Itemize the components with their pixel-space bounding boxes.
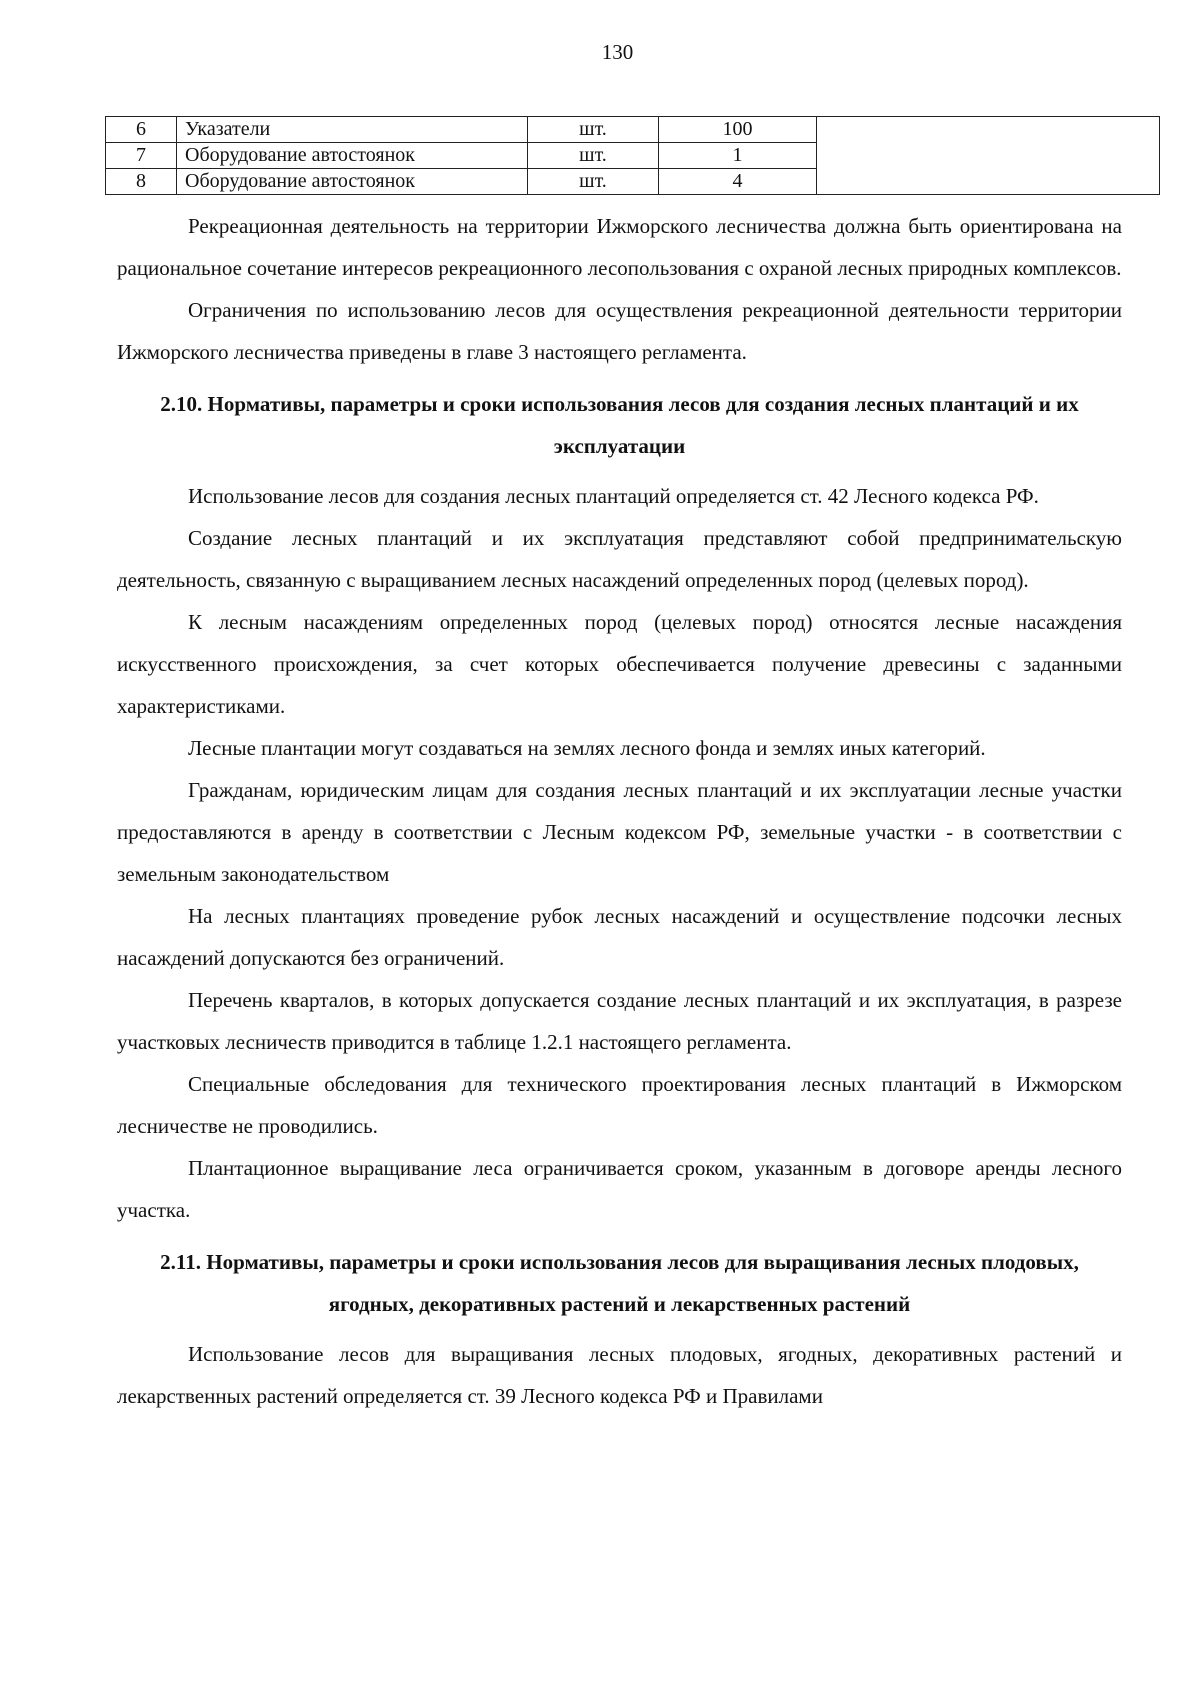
paragraph: Использование лесов для создания лесных плантаций определяется ст. 42 Лесного кодекса РФ. <box>188 484 1039 508</box>
table-row <box>106 117 1160 143</box>
item-name-cell: Оборудование автостоянок <box>177 169 528 195</box>
paragraph: Создание лесных плантаций и их эксплуатация представляют собой предпринимательскую деятельность, связанную с выращиванием лесных насаждений определенных пород (целевых пород). <box>117 526 1122 592</box>
equipment-table <box>105 116 1160 195</box>
paragraph: Рекреационная деятельность на территории Ижморского лесничества должна быть ориентирована на рациональное сочетание интересов рекреационного лесопользования с охраной лесных природных комплексов. <box>117 214 1122 280</box>
row-number-cell: 6 <box>106 117 177 143</box>
paragraph: Перечень кварталов, в которых допускается создание лесных плантаций и их эксплуатация, в разрезе участковых лесничеств приводится в таблице 1.2.1 настоящего регламента. <box>117 988 1122 1054</box>
paragraph: Ограничения по использованию лесов для осуществления рекреационной деятельности территории Ижморского лесничества приведены в главе 3 настоящего регламента. <box>117 298 1122 364</box>
item-name-cell: Оборудование автостоянок <box>177 143 528 169</box>
paragraph: Плантационное выращивание леса ограничивается сроком, указанным в договоре аренды лесного участка. <box>117 1156 1122 1222</box>
row-number-cell: 7 <box>106 143 177 169</box>
unit-cell: шт. <box>528 169 659 195</box>
unit-cell: шт. <box>528 143 659 169</box>
paragraph: К лесным насаждениям определенных пород (целевых пород) относятся лесные насаждения искусственного происхождения, за счет которых обеспечивается получение древесины с заданными характеристиками. <box>117 610 1122 718</box>
quantity-cell: 100 <box>659 117 817 143</box>
section-heading-2-10: 2.10. Нормативы, параметры и сроки использования лесов для создания лесных плантаций и их эксплуатации <box>160 392 1079 458</box>
page-number: 130 <box>601 40 634 64</box>
note-cell <box>817 117 1160 195</box>
quantity-cell: 1 <box>659 143 817 169</box>
item-name-cell: Указатели <box>177 117 528 143</box>
paragraph: Использование лесов для выращивания лесных плодовых, ягодных, декоративных растений и лекарственных растений определяется ст. 39 Лесного кодекса РФ и Правилами <box>117 1342 1122 1408</box>
section-heading-2-11: 2.11. Нормативы, параметры и сроки использования лесов для выращивания лесных плодовых, ягодных, декоративных растений и лекарственных растений <box>160 1250 1079 1316</box>
paragraph: Лесные плантации могут создаваться на землях лесного фонда и землях иных категорий. <box>188 736 986 760</box>
row-number-cell: 8 <box>106 169 177 195</box>
paragraph: На лесных плантациях проведение рубок лесных насаждений и осуществление подсочки лесных насаждений допускаются без ограничений. <box>117 904 1122 970</box>
unit-cell: шт. <box>528 117 659 143</box>
quantity-cell: 4 <box>659 169 817 195</box>
paragraph: Специальные обследования для технического проектирования лесных плантаций в Ижморском лесничестве не проводились. <box>117 1072 1122 1138</box>
paragraph: Гражданам, юридическим лицам для создания лесных плантаций и их эксплуатации лесные участки предоставляются в аренду в соответствии с Лесным кодексом РФ, земельные участки - в соответствии с земельным законодательством <box>117 778 1122 886</box>
document-body <box>117 205 1122 1417</box>
